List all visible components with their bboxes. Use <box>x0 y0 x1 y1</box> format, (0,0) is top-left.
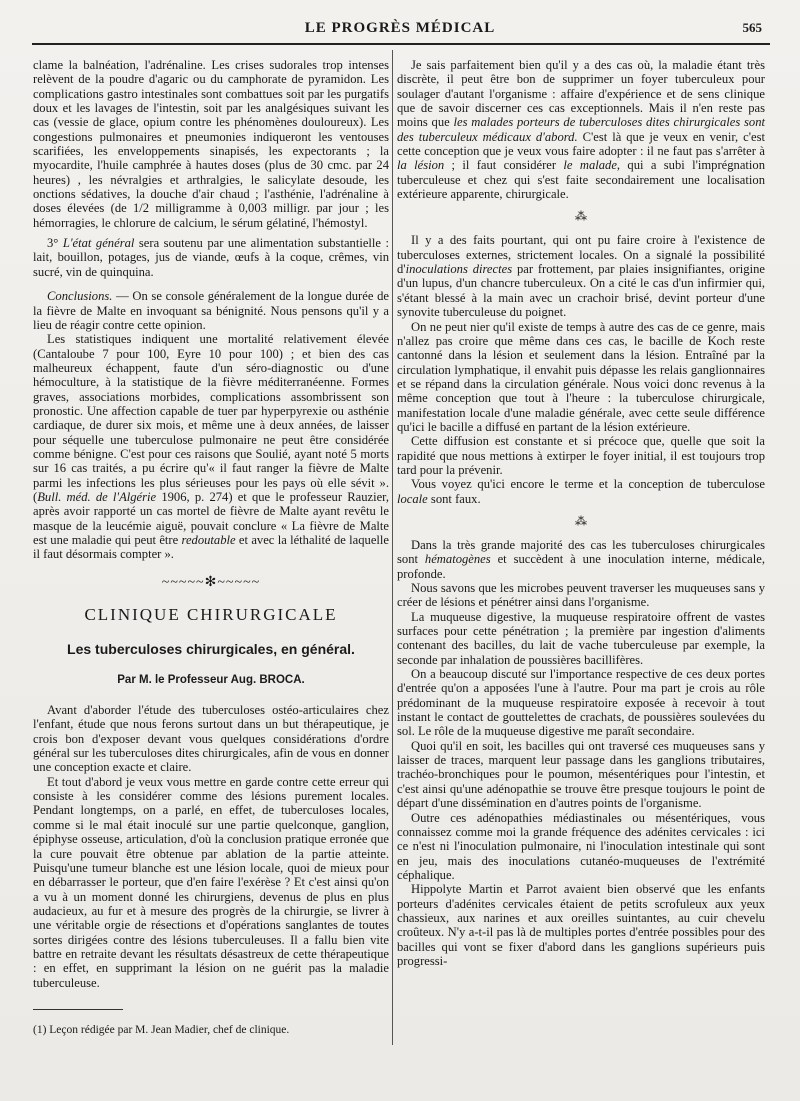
header-rule <box>32 43 770 45</box>
right-paragraph-8: La muqueuse digestive, la muqueuse respiratoire offrent de vastes surfaces pour cette pénétration ; la première par ingestion d'aliments contenant des bacilles, du lait de vache tuberculeuse par exemple, la seconde par inhalation de poussières bacillifères. <box>397 609 765 667</box>
right-paragraph-5: Vous voyez qu'ici encore le terme et la conception de tuberculose locale sont faux. <box>397 477 765 506</box>
footnote-rule <box>33 1009 123 1010</box>
right-column <box>397 58 765 968</box>
section-stars-1: ⁂ <box>575 209 587 224</box>
right-paragraph-4: Cette diffusion est constante et si précoce que, quelle que soit la rapidité que nous mettions à extirper le foyer initial, il est toujours trop tard pour la prévenir. <box>397 434 765 477</box>
section-title: CLINIQUE CHIRURGICALE <box>84 605 338 625</box>
right-paragraph-1: Je sais parfaitement bien qu'il y a des cas où, la maladie étant très discrète, il peut être bon de supprimer un foyer tuberculeux pour soulager d'autant l'organisme : affaire d'expérience et de sens clinique que de savoir discerner ces cas exceptionnels. Mais il n'en reste pas moins que les malades porteurs de tuberculoses dites chirurgicales sont des tuberculeux médicaux d'abord. C'est là que je veux en venir, c'est cette conception que je veux vous faire adopter : il ne faut pas s'arrêter à la lésion ; il faut considérer le malade, qui a subi l'imprégnation tuberculeuse et chez qui s'est faite secondairement une localisation extérieure apparente, chirurgicale. <box>397 58 765 202</box>
footnote: (1) Leçon rédigée par M. Jean Madier, chef de clinique. <box>33 1024 290 1036</box>
right-paragraph-10: Quoi qu'il en soit, les bacilles qui ont traversé ces muqueuses sans y laisser de traces, marquent leur passage dans les ganglions tributaires, trachéo-bronchiques pour le poumon, mésentériques pour l'intestin, et c'est ainsi qu'une adénopathie se trouve être presque toujours le point de départ d'une dissémination en d'autres points de l'organisme. <box>397 738 765 811</box>
right-paragraph-2: Il y a des faits pourtant, qui ont pu faire croire à l'existence de tuberculoses externes, strictement locales. On a signalé la possibilité d'inoculations directes par frottement, par plaies insignifiantes, origine d'un lupus, d'un chancre tuberculeux. On a cité le cas d'un infirmier qui, s'étant blessé à la main avec un crachoir brisé, devint porteur d'une synovite tuberculeuse du poignet. <box>397 233 765 320</box>
right-paragraph-12: Hippolyte Martin et Parrot avaient bien observé que les enfants porteurs d'adénites cervicales étaient de petits scrofuleux aux yeux chassieux, aux narines et aux oreilles suintantes, au cuir chevelu croûteux. N'y a-t-il pas là de multiples portes d'entrée possibles pour des bacilles qui vont se fixer d'abord dans les ganglions supérieurs puis progressi- <box>397 882 765 968</box>
journal-title: LE PROGRÈS MÉDICAL <box>304 20 496 36</box>
right-paragraph-6: Dans la très grande majorité des cas les tuberculoses chirurgicales sont hématogènes et succèdent à une inoculation interne, médicale, profonde. <box>397 537 765 581</box>
section-stars-2: ⁂ <box>575 513 587 528</box>
right-paragraph-7: Nous savons que les microbes peuvent traverser les muqueuses sans y créer de lésions et pénétrer ainsi dans l'organisme. <box>397 581 765 610</box>
page-header <box>30 20 770 44</box>
column-divider <box>392 50 393 1045</box>
paragraph-conclusions: Conclusions. — On se console généralement de la longue durée de la fièvre de Malte en invoquant sa bénignité. Nous pensons qu'il y a lieu de réagir contre cette opinion. <box>33 289 389 332</box>
paragraph-general-state: 3° L'état général sera soutenu par une alimentation substantielle : lait, bouillon, potages, jus de viande, œufs à la coque, crêmes, vin sucré, vin de quinquina. <box>33 236 390 279</box>
page-number: 565 <box>742 20 762 35</box>
section-ornament: ~~~~~✻~~~~~ <box>161 574 261 590</box>
article-title: Les tuberculoses chirurgicales, en général. <box>67 641 355 658</box>
article-byline: Par M. le Professeur Aug. BROCA. <box>117 673 305 686</box>
right-paragraph-11: Outre ces adénopathies médiastinales ou mésentériques, vous connaissez comme moi la grande fréquence des adénites cervicales : ici ce n'est ni l'inoculation pulmonaire, ni l'inoculation intestinale qui sont en jeu, mais des inoculations cutanéo-muqueuses de l'extrémité céphalique. <box>397 810 765 882</box>
paragraph-statistics: Les statistiques indiquent une mortalité relativement élevée (Cantaloube 7 pour 100, Eyre 10 pour 100) ; et bien des cas malheureux échappent, faute d'un séro-diagnostic ou d'une hémoculture, à la statistique de la fièvre méditerranéenne. Formes graves, associations morbides, complications assombrissent son pronostic. Une affection capable de tuer par hyperpyrexie ou asthénie cardiaque, de durer six mois, et même une à deux années, de laisser pour séquelle une tuberculose pulmonaire ne peut être considérée comme bénigne. C'est pour ces raisons que Soulié, ayant noté 5 morts sur 16 cas traités, a pu écrire qu'« il faut ranger la fièvre de Malte parmi les infections les plus sérieuses pour les pays où elle sévit ». (Bull. méd. de l'Algérie 1906, p. 274) et que le professeur Rauzier, après avoir rapporté un cas mortel de fièvre de Malte ayant revêtu le masque de la leucémie aiguë, pouvait conclure « La fièvre de Malte est une maladie qui peut être redoutable et avec la léthalité de laquelle il faut désormais compter ». <box>33 332 390 562</box>
article-paragraph-2: Et tout d'abord je veux vous mettre en garde contre cette erreur qui consiste à les considérer comme des lésions purement locales. Pendant longtemps, on a parlé, en effet, de tuberculoses locales, comme si le mal était inoculé sur une partie quelconque, ganglion, épiphyse osseuse, articulation, d'où la conclusion pratique erronée que la cure pouvait être obtenue par ablation de la partie atteinte. Puisqu'une tumeur blanche est une lésion locale, quoi de mieux pour en débarrasser le porteur, que d'en faire l'exérèse ? Et c'est ainsi qu'on a vu à un moment donné les chirurgiens, devenus de plus en plus audacieux, au fur et à mesure des progrès de la chirurgie, se livrer à une véritable orgie de résections et d'opérations sanglantes de toutes sortes dirigées contre des lésions tuberculeuses. Il a fallu bien vite battre en retraite devant les résultats désastreux de cette thérapeutique : en effet, en supprimant la lésion on ne guérit pas la maladie tuberculeuse. <box>33 774 389 990</box>
right-paragraph-3: On ne peut nier qu'il existe de temps à autre des cas de ce genre, mais n'allez pas croire que même dans ces cas, le bacille de Koch reste cantonné dans la lésion et seulement dans la lésion. Entraîné par la circulation lymphatique, il envahit puis dépasse les relais ganglionnaires et se répand dans la circulation générale. Nous voici donc revenus à la même conception que tout à l'heure : la tuberculose chirurgicale, manifestation locale d'une maladie générale, avec cette seule différence qu'ici le bacille a diffusé en partant de la lésion extérieure. <box>397 319 765 434</box>
right-paragraph-9: On a beaucoup discuté sur l'importance respective de ces deux portes d'entrée qu'on a apposées l'une à l'autre. Pour ma part je crois au rôle prédominant de la muqueuse respiratoire exposée à recevoir à tout instant le contact de gouttelettes de crachats, de poussières soulevées du sol. Le rôle de la muqueuse digestive me paraît secondaire. <box>397 667 765 739</box>
paragraph-treatment: clame la balnéation, l'adrénaline. Les crises sudorales trop intenses relèvent de la poudre d'agaric ou du camphorate de pyramidon. Les complications gastro intestinales sont combattues soit par les purgatifs doux et les lavages de l'intestin, soit par les analgésiques suivant les cas (vessie de glace, opium contre les phénomènes douloureux). Les congestions pulmonaires et pneumonies indiqueront les ventouses scarifiées, les enveloppements sinapisés, les expectorants ; la myocardite, l'huile camphrée à hautes doses (plus de 30 cmc. par 24 heures) , les névralgies et arthralgies, le salicylate desoude, les onctions sédatives, la douche d'air chaud ; l'asthénie, l'adrénaline à doses élevées (de 1/2 milligramme à 0,003 milligr. par jour ; les hémorragies, le chlorure de calcium, le sérum gélatiné, l'hémostyl. <box>33 58 389 230</box>
article-paragraph-1: Avant d'aborder l'étude des tuberculoses ostéo-articulaires chez l'enfant, étude que nous ferons surtout dans un but thérapeutique, je crois bon d'exposer devant vous quelques considérations d'ordre général sur les tuberculoses dites chirurgicales, afin de vous en donner une conception exacte et claire. <box>33 703 389 775</box>
left-column <box>33 58 389 990</box>
